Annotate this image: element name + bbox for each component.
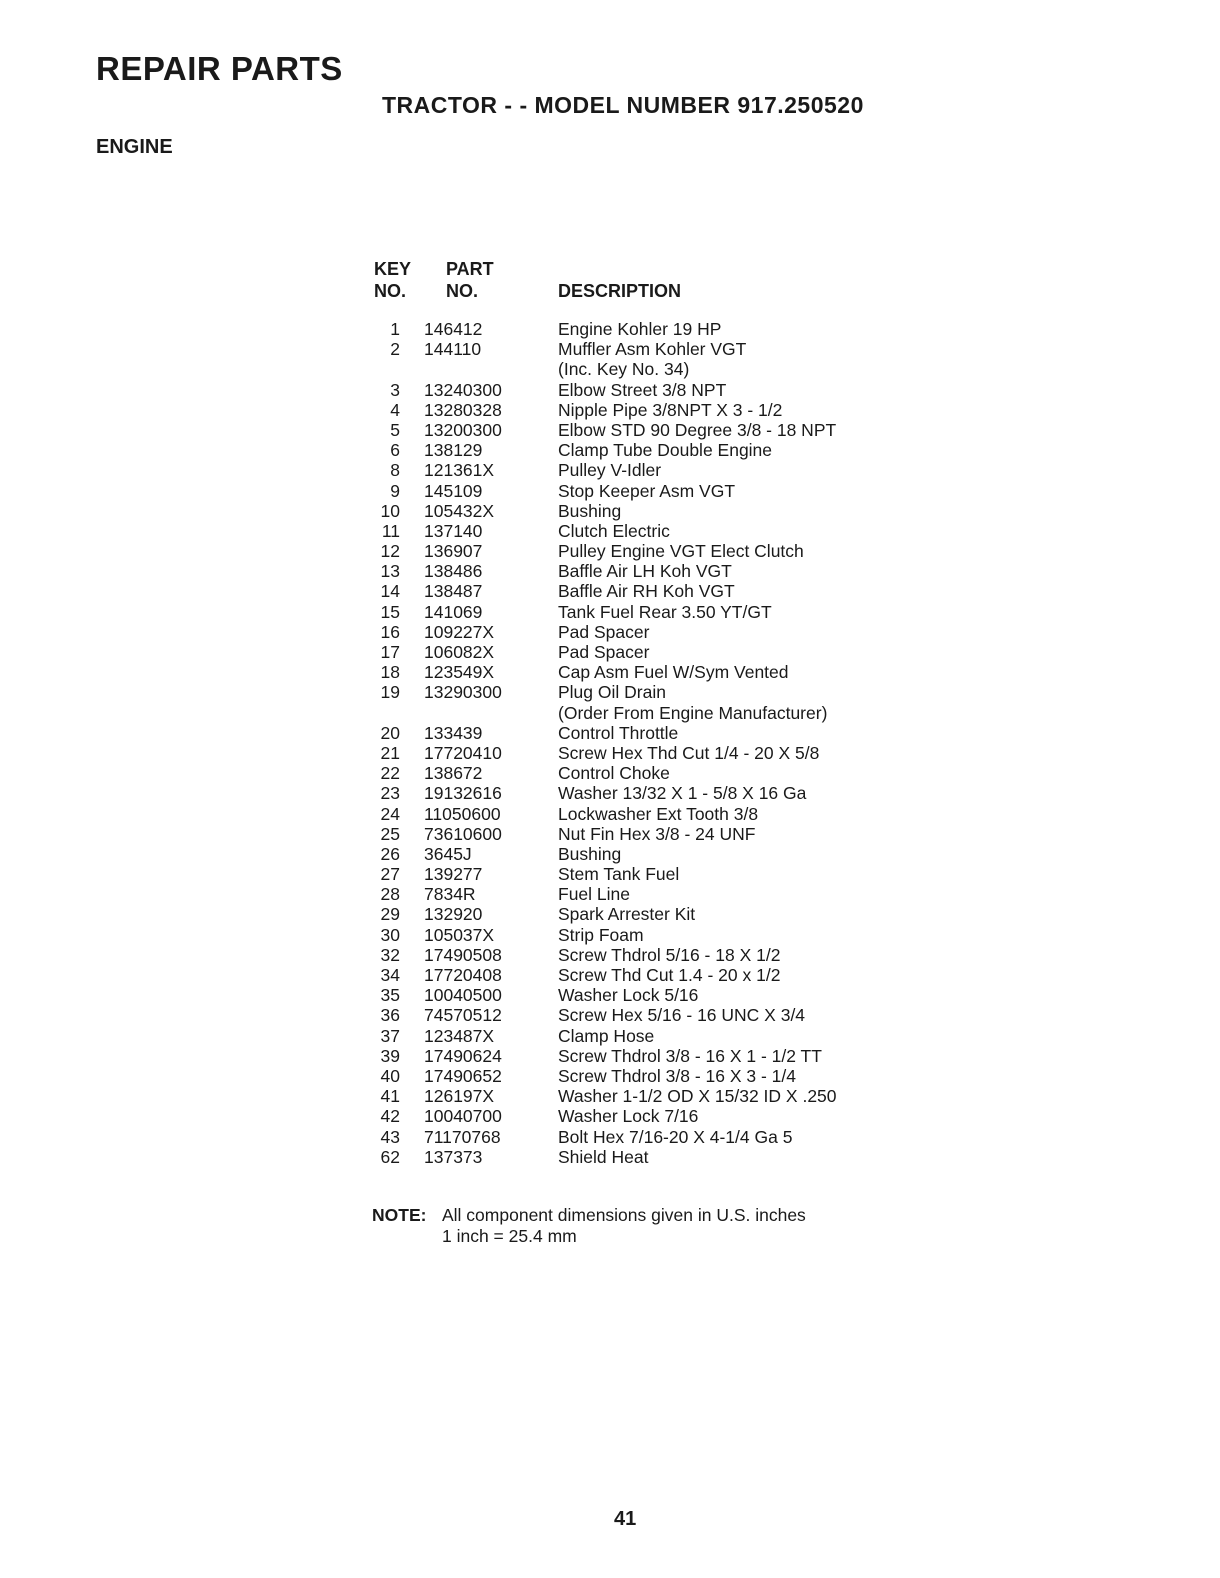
table-row [372,743,932,763]
table-row [372,1066,932,1086]
description-cell: Washer Lock 5/16 [558,985,699,1006]
part-no-cell: 19132616 [424,783,502,804]
description-cell: Clamp Hose [558,1025,655,1046]
table-body [372,319,932,1167]
description-cell: Tank Fuel Rear 3.50 YT/GT [558,601,772,622]
table-row [372,622,932,642]
key-no-cell: 11 [381,520,400,541]
description-cell: Pulley V-Idler [558,460,662,481]
description-cell: Clutch Electric [558,520,670,541]
description-cell: Stem Tank Fuel [558,864,680,885]
description-cell: (Order From Engine Manufacturer) [558,702,828,723]
key-no-cell: 8 [390,460,400,481]
table-row [372,783,932,803]
part-no-cell: 3645J [424,843,472,864]
table-row [372,763,932,783]
description-cell: Clamp Tube Double Engine [558,440,773,461]
part-no-cell: 133439 [424,722,483,743]
key-no-cell: 13 [380,561,400,582]
note-text-line2: 1 inch = 25.4 mm [442,1226,577,1246]
page-title: REPAIR PARTS [96,50,343,87]
part-no-cell: 139277 [424,864,483,885]
part-no-cell: 17490508 [424,944,502,965]
table-row [372,501,932,521]
part-no-cell: 138672 [424,763,483,784]
key-no-cell: 6 [390,440,400,461]
key-no-cell: 18 [380,662,400,683]
key-no-cell: 2 [390,339,400,360]
description-cell: Shield Heat [558,1146,649,1167]
description-cell: Engine Kohler 19 HP [558,319,722,339]
part-no-cell: 141069 [424,601,483,622]
table-row [372,723,932,743]
description-cell: Baffle Air RH Koh VGT [558,581,735,602]
description-cell: (Inc. Key No. 34) [558,359,690,380]
table-row [372,1046,932,1066]
key-no-cell: 16 [380,621,400,642]
part-no-header-line2: NO. [446,281,479,301]
key-no-cell: 14 [380,581,400,602]
key-no-cell: 12 [380,541,400,562]
part-no-cell: 138486 [424,561,483,582]
description-cell: Baffle Air LH Koh VGT [558,561,732,582]
part-no-cell: 121361X [424,460,495,481]
part-no-cell: 146412 [424,319,483,339]
table-row [372,844,932,864]
description-cell: Bolt Hex 7/16-20 X 4-1/4 Ga 5 [558,1126,793,1147]
part-no-cell: 105432X [424,500,495,521]
key-no-cell: 41 [380,1086,400,1107]
description-cell: Strip Foam [558,924,644,945]
table-row [372,642,932,662]
note-line1 [372,1205,806,1226]
table-row [372,339,932,359]
part-no-header-line1: PART [446,259,494,279]
key-no-cell: 36 [380,1005,400,1026]
table-row [372,359,932,379]
table-row [372,1026,932,1046]
key-no-cell: 39 [380,1045,400,1066]
table-row [372,1127,932,1147]
part-no-cell: 13290300 [424,682,502,703]
description-cell: Screw Thdrol 3/8 - 16 X 1 - 1/2 TT [558,1045,822,1066]
part-no-cell: 105037X [424,924,495,945]
description-cell: Muffler Asm Kohler VGT [558,339,747,360]
description-cell: Screw Thdrol 3/8 - 16 X 3 - 1/4 [558,1065,796,1086]
key-no-cell: 34 [380,965,400,985]
key-no-cell: 15 [380,601,400,622]
part-no-cell: 13280328 [424,399,502,420]
key-no-cell: 25 [380,823,400,844]
description-cell: Screw Thd Cut 1.4 - 20 x 1/2 [558,965,781,985]
table-row [372,884,932,904]
description-cell: Washer 13/32 X 1 - 5/8 X 16 Ga [558,783,807,804]
description-cell: Nut Fin Hex 3/8 - 24 UNF [558,823,756,844]
key-no-cell: 10 [380,500,400,521]
note-text-line1: All component dimensions given in U.S. inches [442,1205,806,1225]
description-cell: Fuel Line [558,884,630,905]
description-cell: Pad Spacer [558,642,650,662]
key-no-cell: 19 [380,682,400,703]
table-row [372,1005,932,1025]
part-no-cell: 126197X [424,1086,495,1107]
key-no-cell: 43 [380,1126,400,1147]
key-no-cell: 22 [380,763,400,784]
description-cell: Bushing [558,500,622,521]
key-no-cell: 37 [380,1025,400,1046]
part-no-cell: 137373 [424,1146,483,1167]
part-no-cell: 17490624 [424,1045,502,1066]
table-row [372,824,932,844]
description-cell: Lockwasher Ext Tooth 3/8 [558,803,759,824]
part-no-cell: 10040500 [424,985,502,1006]
key-no-cell: 24 [380,803,400,824]
table-row [372,380,932,400]
description-cell: Plug Oil Drain [558,682,666,703]
description-cell: Elbow Street 3/8 NPT [558,379,727,400]
key-no-cell: 20 [380,722,400,743]
key-no-cell: 21 [380,742,400,763]
table-row [372,925,932,945]
table-row [372,682,932,702]
description-cell: Screw Hex Thd Cut 1/4 - 20 X 5/8 [558,742,820,763]
description-cell: Screw Thdrol 5/16 - 18 X 1/2 [558,944,781,965]
part-no-cell: 136907 [424,541,483,562]
table-row [372,561,932,581]
model-number-heading: TRACTOR - - MODEL NUMBER 917.250520 [382,92,864,118]
key-no-cell: 32 [380,944,400,965]
key-no-cell: 42 [380,1106,400,1127]
table-row [372,400,932,420]
table-row [372,904,932,924]
part-no-cell: 123549X [424,662,495,683]
key-no-cell: 35 [380,985,400,1006]
table-row [372,319,932,339]
table-header [372,259,932,319]
part-no-cell: 106082X [424,642,495,662]
key-no-cell: 26 [380,843,400,864]
description-cell: Control Throttle [558,722,679,743]
description-header: DESCRIPTION [558,281,682,301]
key-no-cell: 4 [390,399,400,420]
key-no-cell: 30 [380,924,400,945]
part-no-cell: 73610600 [424,823,502,844]
table-row [372,662,932,682]
table-row [372,481,932,501]
key-no-cell: 62 [380,1146,400,1167]
table-row [372,1147,932,1167]
table-row [372,541,932,561]
part-no-cell: 13240300 [424,379,502,400]
key-no-cell: 29 [380,904,400,925]
table-row [372,420,932,440]
table-row [372,1106,932,1126]
part-no-cell: 137140 [424,520,483,541]
description-cell: Nipple Pipe 3/8NPT X 3 - 1/2 [558,399,783,420]
table-row [372,985,932,1005]
part-no-cell: 17720410 [424,742,502,763]
description-cell: Washer 1-1/2 OD X 15/32 ID X .250 [558,1086,837,1107]
part-no-cell: 132920 [424,904,483,925]
table-row [372,602,932,622]
part-no-cell: 13200300 [424,419,502,440]
table-row [372,440,932,460]
part-no-cell: 138487 [424,581,483,602]
key-no-cell: 5 [390,419,400,440]
key-no-cell: 27 [380,864,400,885]
key-no-cell: 3 [390,379,400,400]
key-no-header-line2: NO. [374,281,407,301]
table-row [372,703,932,723]
page-number: 41 [614,1508,637,1530]
table-row [372,864,932,884]
table-row [372,1086,932,1106]
table-row [372,965,932,985]
description-cell: Pad Spacer [558,621,650,642]
part-no-cell: 17490652 [424,1065,502,1086]
description-cell: Stop Keeper Asm VGT [558,480,736,501]
description-cell: Elbow STD 90 Degree 3/8 - 18 NPT [558,419,837,440]
key-no-cell: 9 [390,480,400,501]
part-no-cell: 10040700 [424,1106,502,1127]
description-cell: Screw Hex 5/16 - 16 UNC X 3/4 [558,1005,806,1026]
key-no-cell: 17 [380,642,400,662]
section-heading: ENGINE [96,136,173,158]
part-no-cell: 144110 [424,339,482,360]
description-cell: Washer Lock 7/16 [558,1106,699,1127]
note [372,1205,806,1247]
table-row [372,460,932,480]
part-no-cell: 74570512 [424,1005,502,1026]
note-label: NOTE: [372,1205,427,1225]
table-row [372,521,932,541]
part-no-cell: 138129 [424,440,483,461]
description-cell: Control Choke [558,763,670,784]
description-cell: Spark Arrester Kit [558,904,696,925]
part-no-cell: 7834R [424,884,476,905]
part-no-cell: 71170768 [424,1126,501,1147]
description-cell: Cap Asm Fuel W/Sym Vented [558,662,789,683]
key-no-cell: 40 [380,1065,400,1086]
table-row [372,581,932,601]
part-no-cell: 17720408 [424,965,502,985]
description-cell: Bushing [558,843,622,864]
part-no-cell: 145109 [424,480,483,501]
part-no-cell: 11050600 [424,803,501,824]
table-row [372,945,932,965]
part-no-cell: 109227X [424,621,495,642]
key-no-cell: 23 [380,783,400,804]
key-no-cell: 1 [390,319,400,339]
table-row [372,804,932,824]
description-cell: Pulley Engine VGT Elect Clutch [558,541,804,562]
key-no-header-line1: KEY [374,259,412,279]
key-no-cell: 28 [380,884,400,905]
parts-table [372,259,932,1167]
part-no-cell: 123487X [424,1025,495,1046]
